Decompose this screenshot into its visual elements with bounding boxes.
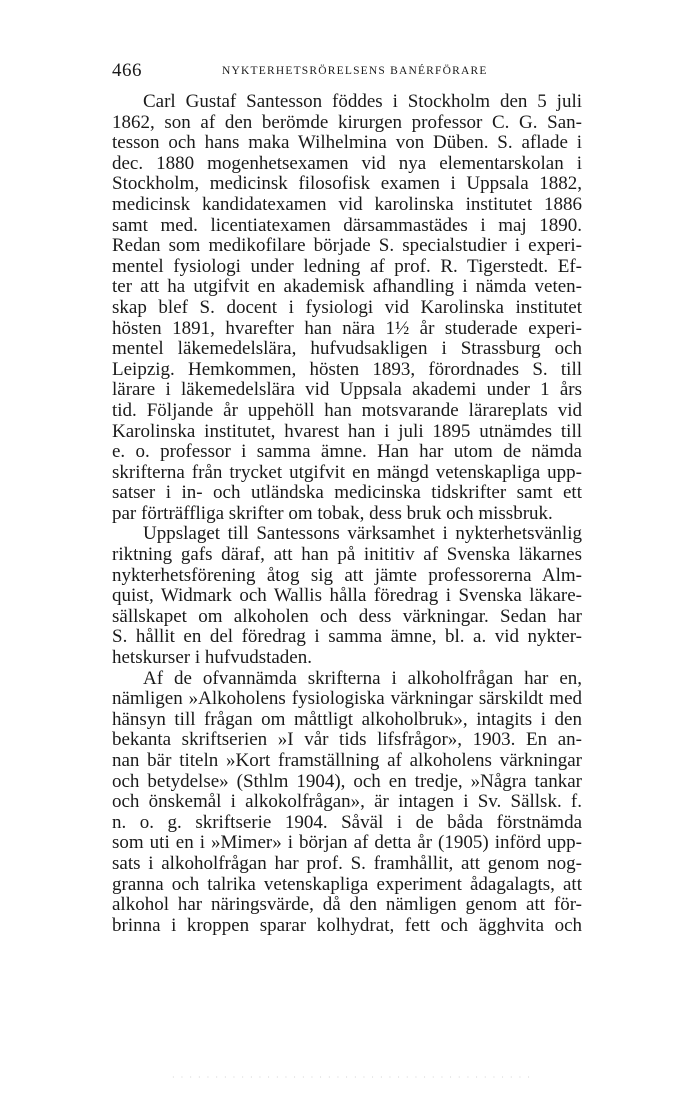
paragraph xyxy=(112,524,582,668)
text-line: Uppslaget till Santessons värksamhet i nykterhetsvänlig xyxy=(143,523,582,545)
text-line: Carl Gustaf Santesson föddes i Stockholm den 5 juli xyxy=(143,91,582,112)
text-line: par förträffliga skrifter om tobak, dess bruk och missbruk. xyxy=(112,502,553,524)
text-line: nykterhetsförening åtog sig att jämte professorerna Alm- xyxy=(112,564,582,586)
text-line: mentel läkemedelslära, hufvudsakligen i Strassburg och xyxy=(112,338,582,360)
running-head: NYKTERHETSRÖRELSENS BANÉRFÖRARE xyxy=(222,65,488,77)
paragraph xyxy=(112,669,582,937)
page-header xyxy=(112,60,582,84)
text-line: mentel fysiologi under ledning af prof. R. Tigerstedt. Ef- xyxy=(112,255,582,277)
text-line: brinna i kroppen sparar kolhydrat, fett och ägghvita och xyxy=(112,914,582,936)
text-line: tesson och hans maka Wilhelmina von Düben. S. aflade i xyxy=(112,132,582,154)
text-line: quist, Widmark och Wallis hålla föredrag i Svenska läkare- xyxy=(112,585,582,607)
text-line: sats i alkoholfrågan har prof. S. framhållit, att genom nog- xyxy=(112,852,582,874)
text-line: skrifterna från trycket utgifvit en mängd vetenskapliga upp- xyxy=(112,461,582,483)
text-line: och önskemål i alkokolfrågan», är intagen i Sv. Sällsk. f. xyxy=(112,791,582,813)
text-line: medicinsk kandidatexamen vid karolinska institutet 1886 xyxy=(112,193,582,215)
paragraph xyxy=(112,92,582,524)
text-line: e. o. professor i samma ämne. Han har utom de nämda xyxy=(112,441,582,463)
text-line: bekanta skriftserien »I vår tids lifsfrågor», 1903. En an- xyxy=(112,729,582,751)
text-line: nan bär titeln »Kort framställning af alkoholens värkningar xyxy=(112,750,582,771)
text-line: ter att ha utgifvit en akademisk afhandling i nämda veten- xyxy=(112,276,582,298)
page-number: 466 xyxy=(112,60,142,81)
text-line: satser i in- och utländska medicinska tidskrifter samt ett xyxy=(112,482,582,504)
text-line: hänsyn till frågan om måttligt alkoholbruk», intagits i den xyxy=(112,708,582,730)
scan-artifact: · · · · · · · · · · · · · · · · · · · · · · · · · · · · · · · · · · · · · · · · · · xyxy=(172,1073,532,1082)
text-line: Leipzig. Hemkommen, hösten 1893, förordnades S. till xyxy=(112,358,582,380)
text-line: dec. 1880 mogenhetsexamen vid nya elementarskolan i xyxy=(112,152,582,174)
text-line: hösten 1891, hvarefter han nära 1½ år studerade experi- xyxy=(112,317,582,339)
text-line: nämligen »Alkoholens fysiologiska värkningar särskildt med xyxy=(112,688,582,710)
text-line: tid. Följande år uppehöll han motsvarande lärareplats vid xyxy=(112,399,582,421)
text-line: skap blef S. docent i fysiologi vid Karolinska institutet xyxy=(112,296,582,318)
body-text xyxy=(112,92,582,936)
text-line: lärare i läkemedelslära vid Uppsala akademi under 1 års xyxy=(112,379,582,401)
text-line: granna och talrika vetenskapliga experiment ådagalagts, att xyxy=(112,873,582,895)
text-line: sällskapet om alkoholen och dess värkningar. Sedan har xyxy=(112,605,582,627)
text-line: Karolinska institutet, hvarest han i juli 1895 utnämdes till xyxy=(112,420,582,442)
text-line: som uti en i »Mimer» i början af detta år (1905) införd upp- xyxy=(112,832,582,854)
text-line: Af de ofvannämda skrifterna i alkoholfrågan har en, xyxy=(143,667,582,689)
text-line: 1862, son af den berömde kirurgen professor C. G. San- xyxy=(112,111,582,133)
text-line: Stockholm, medicinsk filosofisk examen i Uppsala 1882, xyxy=(112,173,582,195)
text-line: S. hållit en del föredrag i samma ämne, bl. a. vid nykter- xyxy=(112,626,582,648)
text-line: riktning gafs däraf, att han på inititiv af Svenska läkarnes xyxy=(112,544,582,566)
text-line: och betydelse» (Sthlm 1904), och en tredje, »Några tankar xyxy=(112,770,582,792)
text-line: samt med. licentiatexamen därsammastädes i maj 1890. xyxy=(112,214,582,236)
text-line: alkohol har näringsvärde, då den nämligen genom att för- xyxy=(112,894,582,916)
text-line: n. o. g. skriftserie 1904. Såväl i de båda förstnämda xyxy=(112,811,582,833)
text-line: hetskurser i hufvudstaden. xyxy=(112,647,312,669)
text-line: Redan som medikofilare började S. specialstudier i experi- xyxy=(112,235,582,257)
